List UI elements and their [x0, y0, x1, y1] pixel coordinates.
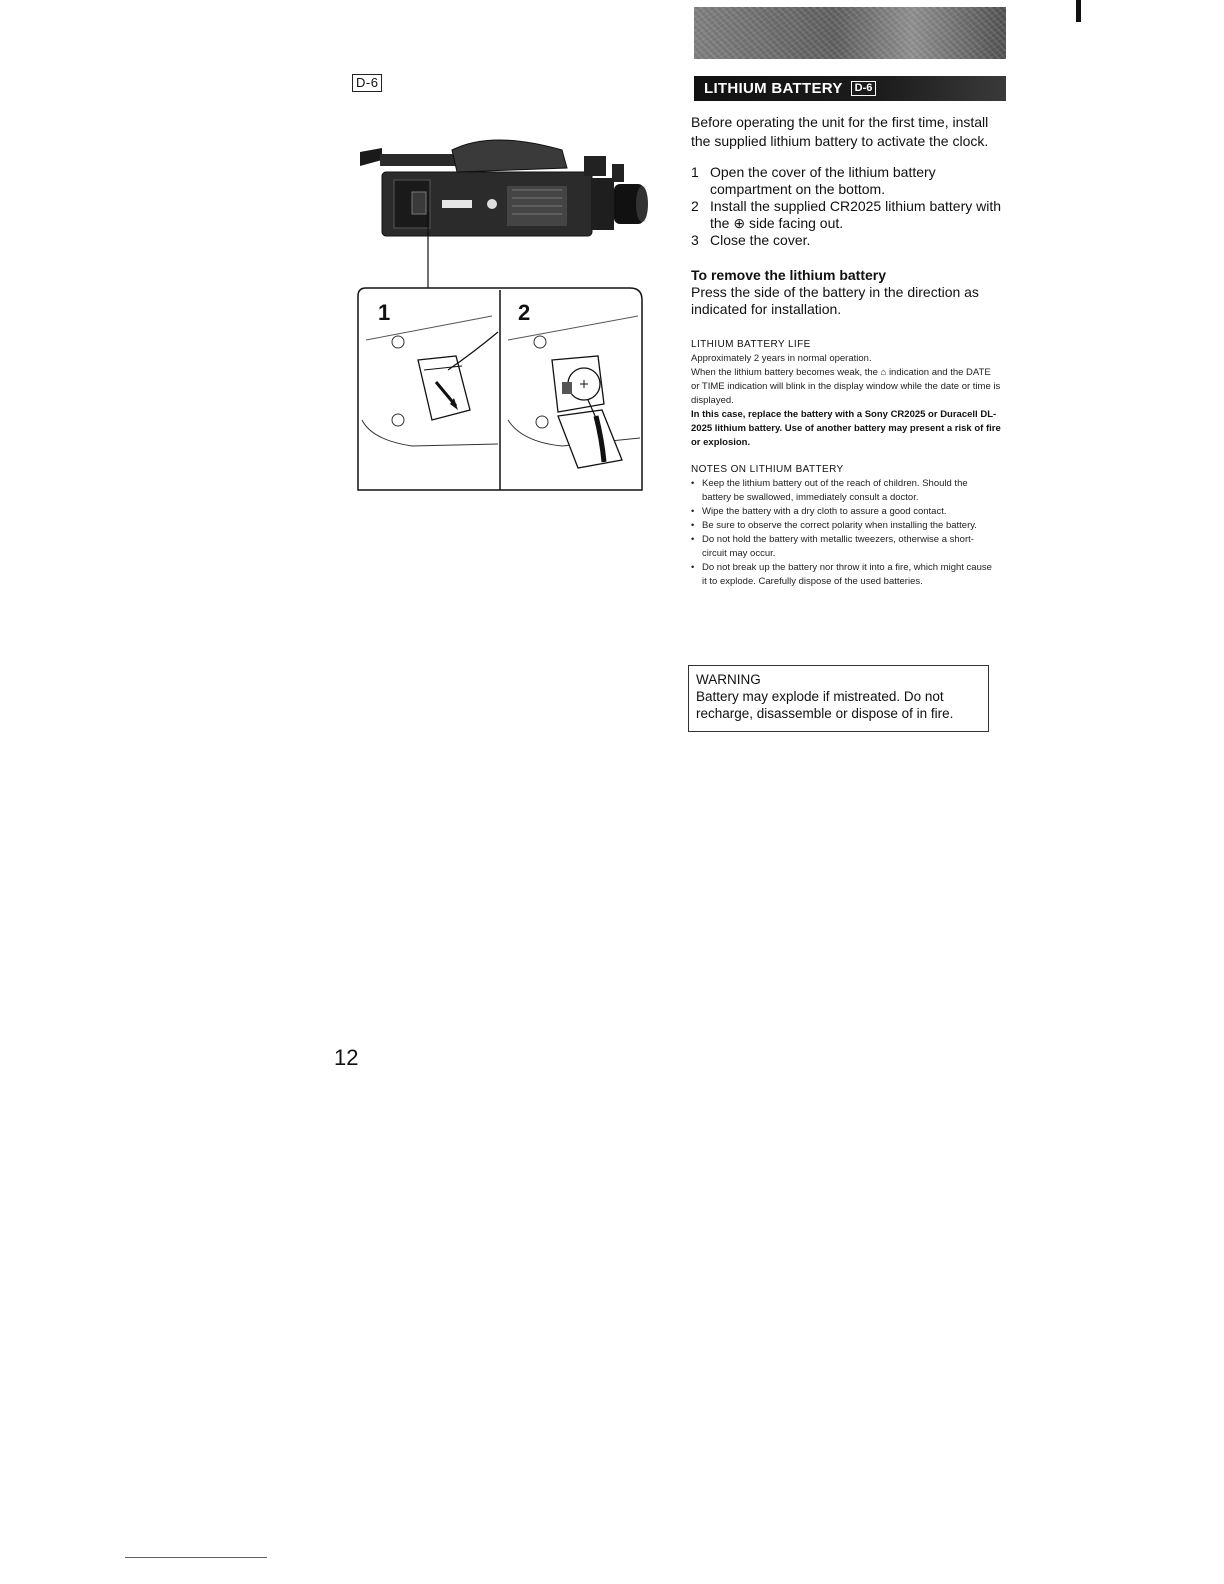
panel-1-label: 1 [378, 300, 391, 325]
step-text: Open the cover of the lithium battery compartment on the bottom. [710, 164, 936, 197]
list-item: • Do not hold the battery with metallic tweezers, otherwise a short-circuit may occur. [691, 533, 996, 561]
page-number: 12 [334, 1045, 359, 1070]
camcorder-illustration [352, 120, 654, 500]
header-texture-band [694, 7, 1006, 59]
note-text: Do not break up the battery nor throw it into a fire, which might cause it to explode. Carefully dispose of the used batteries. [702, 562, 992, 587]
step-number: 1 [691, 164, 699, 180]
notes-heading: NOTES ON LITHIUM BATTERY [691, 464, 844, 475]
step-item [691, 198, 1003, 232]
footer-rule [125, 1557, 267, 1558]
camcorder-figure-svg [352, 120, 654, 500]
step-number: 3 [691, 232, 699, 248]
battery-replacement-warning: In this case, replace the battery with a Sony CR2025 or Duracell DL-2025 lithium battery. Use of another battery may present a risk of fire or explosion. [691, 409, 1001, 448]
step-text: Install the supplied CR2025 lithium battery with the ⊕ side facing out. [710, 198, 1002, 231]
battery-life-duration: Approximately 2 years in normal operation. [691, 353, 872, 364]
panel-2-label: 2 [518, 300, 531, 325]
warning-title: WARNING [696, 672, 761, 687]
warning-box [688, 665, 989, 732]
note-text: Keep the lithium battery out of the reach of children. Should the battery be swallowed, immediately consult a doctor. [702, 478, 968, 503]
page-edge-marker [1076, 0, 1081, 22]
notes-list [691, 477, 996, 589]
installation-steps [691, 164, 1003, 249]
section-title: LITHIUM BATTERY [704, 80, 843, 97]
battery-life-indication: When the lithium battery becomes weak, the ⌂ indication and the DATE or TIME indication will blink in the display window while the date or time is displayed. [691, 367, 1001, 406]
intro-paragraph: Before operating the unit for the first time, install the supplied lithium battery to activate the clock. [691, 114, 989, 149]
section-code-badge: D-6 [851, 81, 877, 96]
list-item: • Be sure to observe the correct polarity when installing the battery. [691, 520, 977, 531]
note-text: Do not hold the battery with metallic tweezers, otherwise a short-circuit may occur. [702, 534, 974, 559]
step-item [691, 232, 1003, 249]
reference-badge: D-6 [352, 74, 382, 92]
note-text: Wipe the battery with a dry cloth to assure a good contact. [702, 506, 947, 517]
note-text: Be sure to observe the correct polarity when installing the battery. [702, 520, 977, 531]
list-item: • Keep the lithium battery out of the reach of children. Should the battery be swallowed, immediately consult a doctor. [691, 477, 996, 505]
camcorder-body [360, 140, 648, 236]
step-number: 2 [691, 198, 699, 214]
step-text: Close the cover. [710, 232, 811, 248]
battery-life-heading: LITHIUM BATTERY LIFE [691, 339, 811, 350]
section-title-bar [694, 76, 1006, 101]
step-item [691, 164, 1003, 198]
warning-text: Battery may explode if mistreated. Do not recharge, disassemble or dispose of in fire. [696, 689, 954, 721]
list-item: • Wipe the battery with a dry cloth to assure a good contact. [691, 506, 947, 517]
list-item: • Do not break up the battery nor throw it into a fire, which might cause it to explode. Carefully dispose of the used batteries. [691, 561, 996, 589]
remove-battery-text: Press the side of the battery in the direction as indicated for installation. [691, 284, 979, 317]
remove-battery-heading: To remove the lithium battery [691, 267, 886, 283]
battery-life-text [691, 352, 1001, 408]
